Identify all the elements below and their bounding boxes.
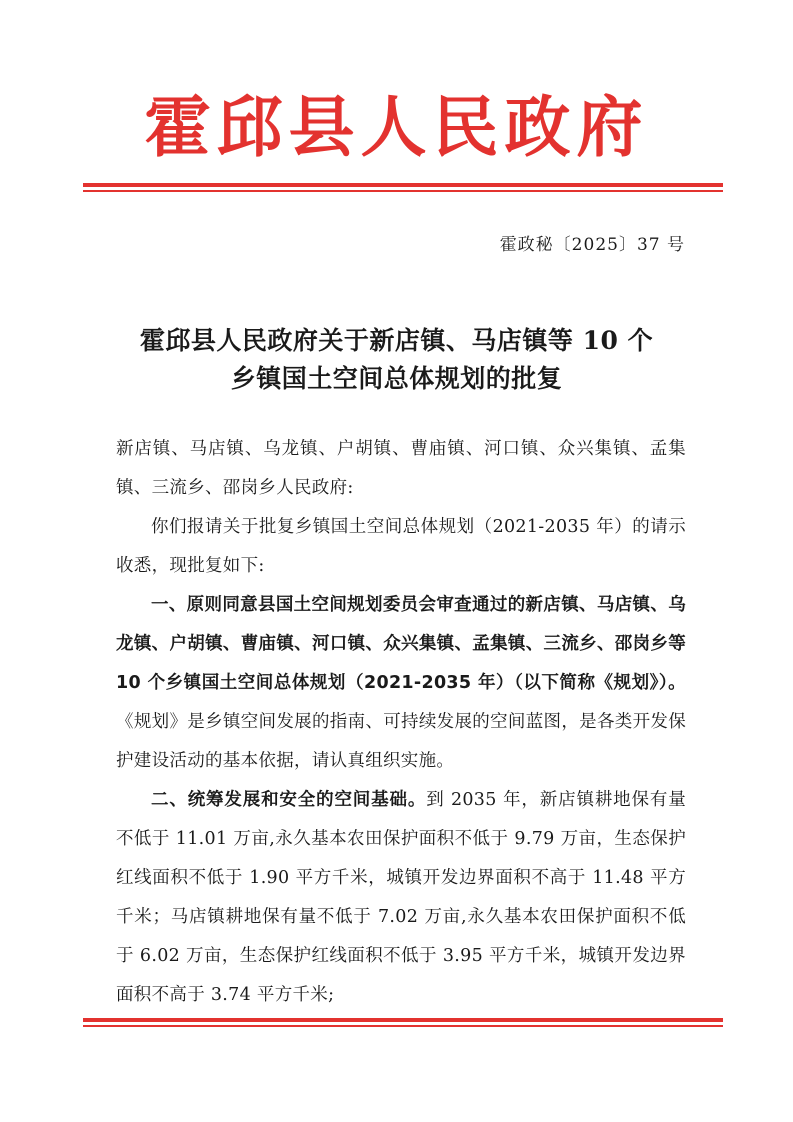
header-rule-thin — [83, 190, 723, 192]
footer-rule-thin — [83, 1025, 723, 1027]
item-1-text: 《规划》是乡镇空间发展的指南、可持续发展的空间蓝图，是各类开发保护建设活动的基本依据，请认真组织实施。 — [116, 712, 686, 771]
intro-paragraph: 你们报请关于批复乡镇国土空间总体规划（2021-2035 年）的请示收悉，现批复如下: — [116, 517, 686, 576]
item-2-paragraph — [116, 781, 686, 1015]
header-rule-thick — [83, 183, 723, 187]
item-1-paragraph — [116, 586, 686, 781]
title-line-1: 霍邱县人民政府关于新店镇、马店镇等 10 个 — [139, 326, 654, 355]
document-body — [116, 430, 686, 1015]
item-1-bold: 一、原则同意县国土空间规划委员会审查通过的新店镇、马店镇、乌龙镇、户胡镇、曹庙镇、河口镇、众兴集镇、孟集镇、三流乡、邵岗乡等 10 个乡镇国土空间总体规划（2021-2035 年）（以下简称《规划》）。 — [116, 595, 686, 693]
item-2-bold: 二、统筹发展和安全的空间基础。 — [151, 790, 427, 810]
footer-rule-thick — [83, 1018, 723, 1022]
document-title — [60, 322, 733, 398]
masthead-title: 霍邱县人民政府 — [144, 88, 649, 166]
addressee: 新店镇、马店镇、乌龙镇、户胡镇、曹庙镇、河口镇、众兴集镇、孟集镇、三流乡、邵岗乡人民政府: — [116, 439, 686, 498]
item-2-text: 到 2035 年，新店镇耕地保有量不低于 11.01 万亩,永久基本农田保护面积不低于 9.79 万亩，生态保护红线面积不低于 1.90 平方千米，城镇开发边界面积不高于 11.48 平方千米；马店镇耕地保有量不低于 7.02 万亩,永久基本农田保护面积不低于 6.02 万亩，生态保护红线面积不低于 3.95 平方千米，城镇开发边界面积不高于 3.74 平方千米; — [116, 790, 686, 1005]
title-line-2: 乡镇国土空间总体规划的批复 — [230, 364, 563, 393]
document-number: 霍政秘〔2025〕37 号 — [499, 235, 685, 255]
